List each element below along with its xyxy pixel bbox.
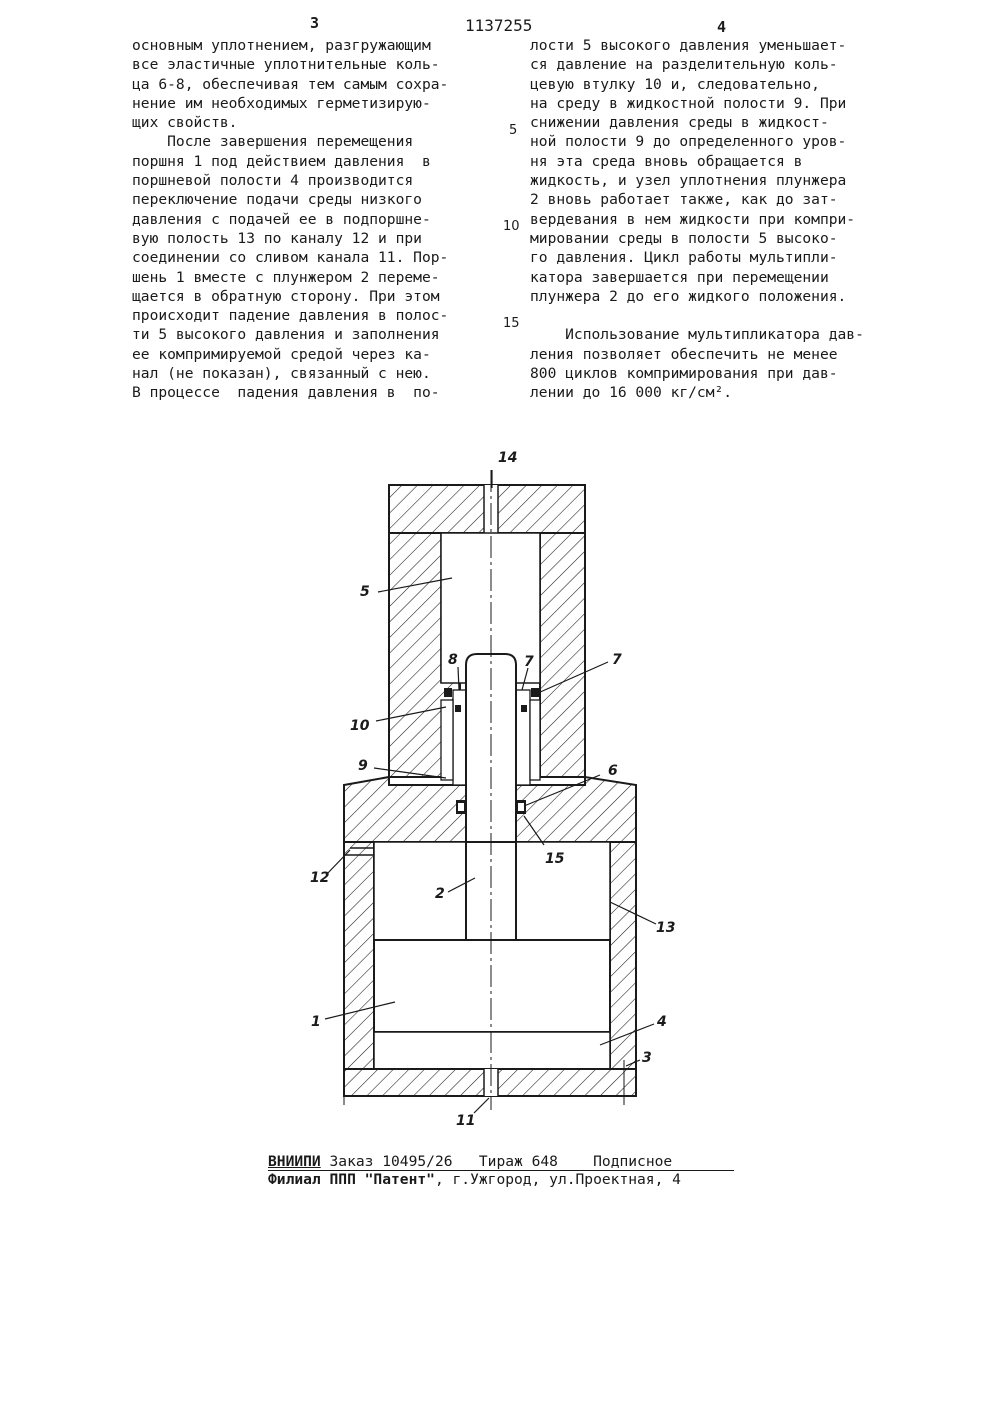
piston <box>374 940 610 1032</box>
label-14: 14 <box>498 450 518 466</box>
right-text-line: катора завершается при перемещении <box>530 268 829 286</box>
label-12: 12 <box>310 870 330 886</box>
right-text-line: цевую втулку 10 и, следовательно, <box>530 75 820 93</box>
right-text-line: 2 вновь работает также, как до зат- <box>530 191 838 209</box>
left-text-line: В процессе падения давления в по- <box>132 384 440 402</box>
right-text-line: ления позволяет обеспечить не менее <box>530 345 838 363</box>
footer-address: , г.Ужгород, ул.Проектная, 4 <box>434 1171 681 1188</box>
patent-number: 1137255 <box>465 16 533 35</box>
footer-branch: Филиал ППП "Патент" <box>268 1171 435 1188</box>
label-11: 11 <box>456 1113 476 1129</box>
left-text-line: щих свойств. <box>132 114 238 132</box>
footer-line-1 <box>268 1153 672 1170</box>
right-text-line: вердевания в нем жидкости при компри- <box>530 210 856 228</box>
right-text-line: го давления. Цикл работы мультипли- <box>530 249 838 267</box>
left-text-line: После завершения перемещения <box>132 133 414 151</box>
footer-line-2 <box>268 1171 681 1188</box>
right-text-line: мировании среды в полости 5 высоко- <box>530 229 838 247</box>
right-text-line: 800 циклов компримирования при дав- <box>530 365 838 383</box>
left-text-line: все эластичные уплотнительные коль- <box>132 56 440 74</box>
line-number-5: 5 <box>509 123 518 138</box>
right-text-line: лении до 16 000 кг/см². <box>530 384 733 402</box>
left-text-line: шень 1 вместе с плунжером 2 переме- <box>132 268 440 286</box>
label-15: 15 <box>545 851 565 867</box>
right-text-line: ня эта среда вновь обращается в <box>530 152 803 170</box>
right-text-line: ной полости 9 до определенного уров- <box>530 133 847 151</box>
piston-cavity <box>374 1032 610 1069</box>
label-7-outer: 7 <box>612 652 622 668</box>
left-text-line: щается в обратную сторону. При этом <box>132 287 440 305</box>
label-4: 4 <box>657 1014 667 1030</box>
label-8: 8 <box>448 652 458 668</box>
left-text-line: ее компримируемой средой через ка- <box>132 345 431 363</box>
right-text-line: снижении давления среды в жидкост- <box>530 114 829 132</box>
label-13: 13 <box>656 920 676 936</box>
right-text-line: жидкость, и узел уплотнения плунжера <box>530 172 847 190</box>
left-text-line: ти 5 высокого давления и заполнения <box>132 326 440 344</box>
right-text-line: ся давление на разделительную коль- <box>530 56 838 74</box>
left-text-line: ца 6-8, обеспечивая тем самым сохра- <box>132 75 449 93</box>
footer-subscription: Подписное <box>593 1153 673 1170</box>
left-text-line: вую полость 13 по каналу 12 и при <box>132 229 422 247</box>
label-3: 3 <box>642 1050 652 1066</box>
left-text-line: нение им необходимых герметизирую- <box>132 94 431 112</box>
footer-order: Заказ 10495/26 <box>329 1153 453 1170</box>
label-7-inner: 7 <box>524 654 534 670</box>
footer-org: ВНИИПИ <box>268 1153 321 1170</box>
label-1: 1 <box>311 1014 321 1030</box>
label-2: 2 <box>435 886 445 902</box>
left-text-line: соединении со сливом канала 11. Пор- <box>132 249 449 267</box>
right-text-line: плунжера 2 до его жидкого положения. <box>530 287 847 305</box>
label-6: 6 <box>608 763 618 779</box>
right-text-line: на среду в жидкостной полости 9. При <box>530 94 847 112</box>
left-text-line: нал (не показан), связанный с нею. <box>132 365 431 383</box>
page-number-right: 4 <box>717 18 727 36</box>
label-9: 9 <box>358 758 368 774</box>
left-text-line: давления с подачей ее в подпоршне- <box>132 210 431 228</box>
left-text-line: поршня 1 под действием давления в <box>132 152 431 170</box>
right-text-line: Использование мультипликатора дав- <box>530 326 864 344</box>
label-10: 10 <box>350 718 370 734</box>
upper-wall-right <box>540 533 585 777</box>
left-text-line: происходит падение давления в полос- <box>132 307 449 325</box>
left-text-line: поршневой полости 4 производится <box>132 172 414 190</box>
left-text-line: переключение подачи среды низкого <box>132 191 422 209</box>
line-number-15: 15 <box>503 316 520 331</box>
label-5: 5 <box>360 584 370 600</box>
footer-circulation: Тираж 648 <box>478 1153 558 1170</box>
left-text-line: основным уплотнением, разгружающим <box>132 37 431 54</box>
line-number-10: 10 <box>503 219 520 234</box>
lower-wall-left <box>344 842 374 1069</box>
lower-wall-right <box>610 842 636 1069</box>
page-number-left: 3 <box>310 14 320 32</box>
right-text-line: лости 5 высокого давления уменьшает- <box>530 37 847 54</box>
